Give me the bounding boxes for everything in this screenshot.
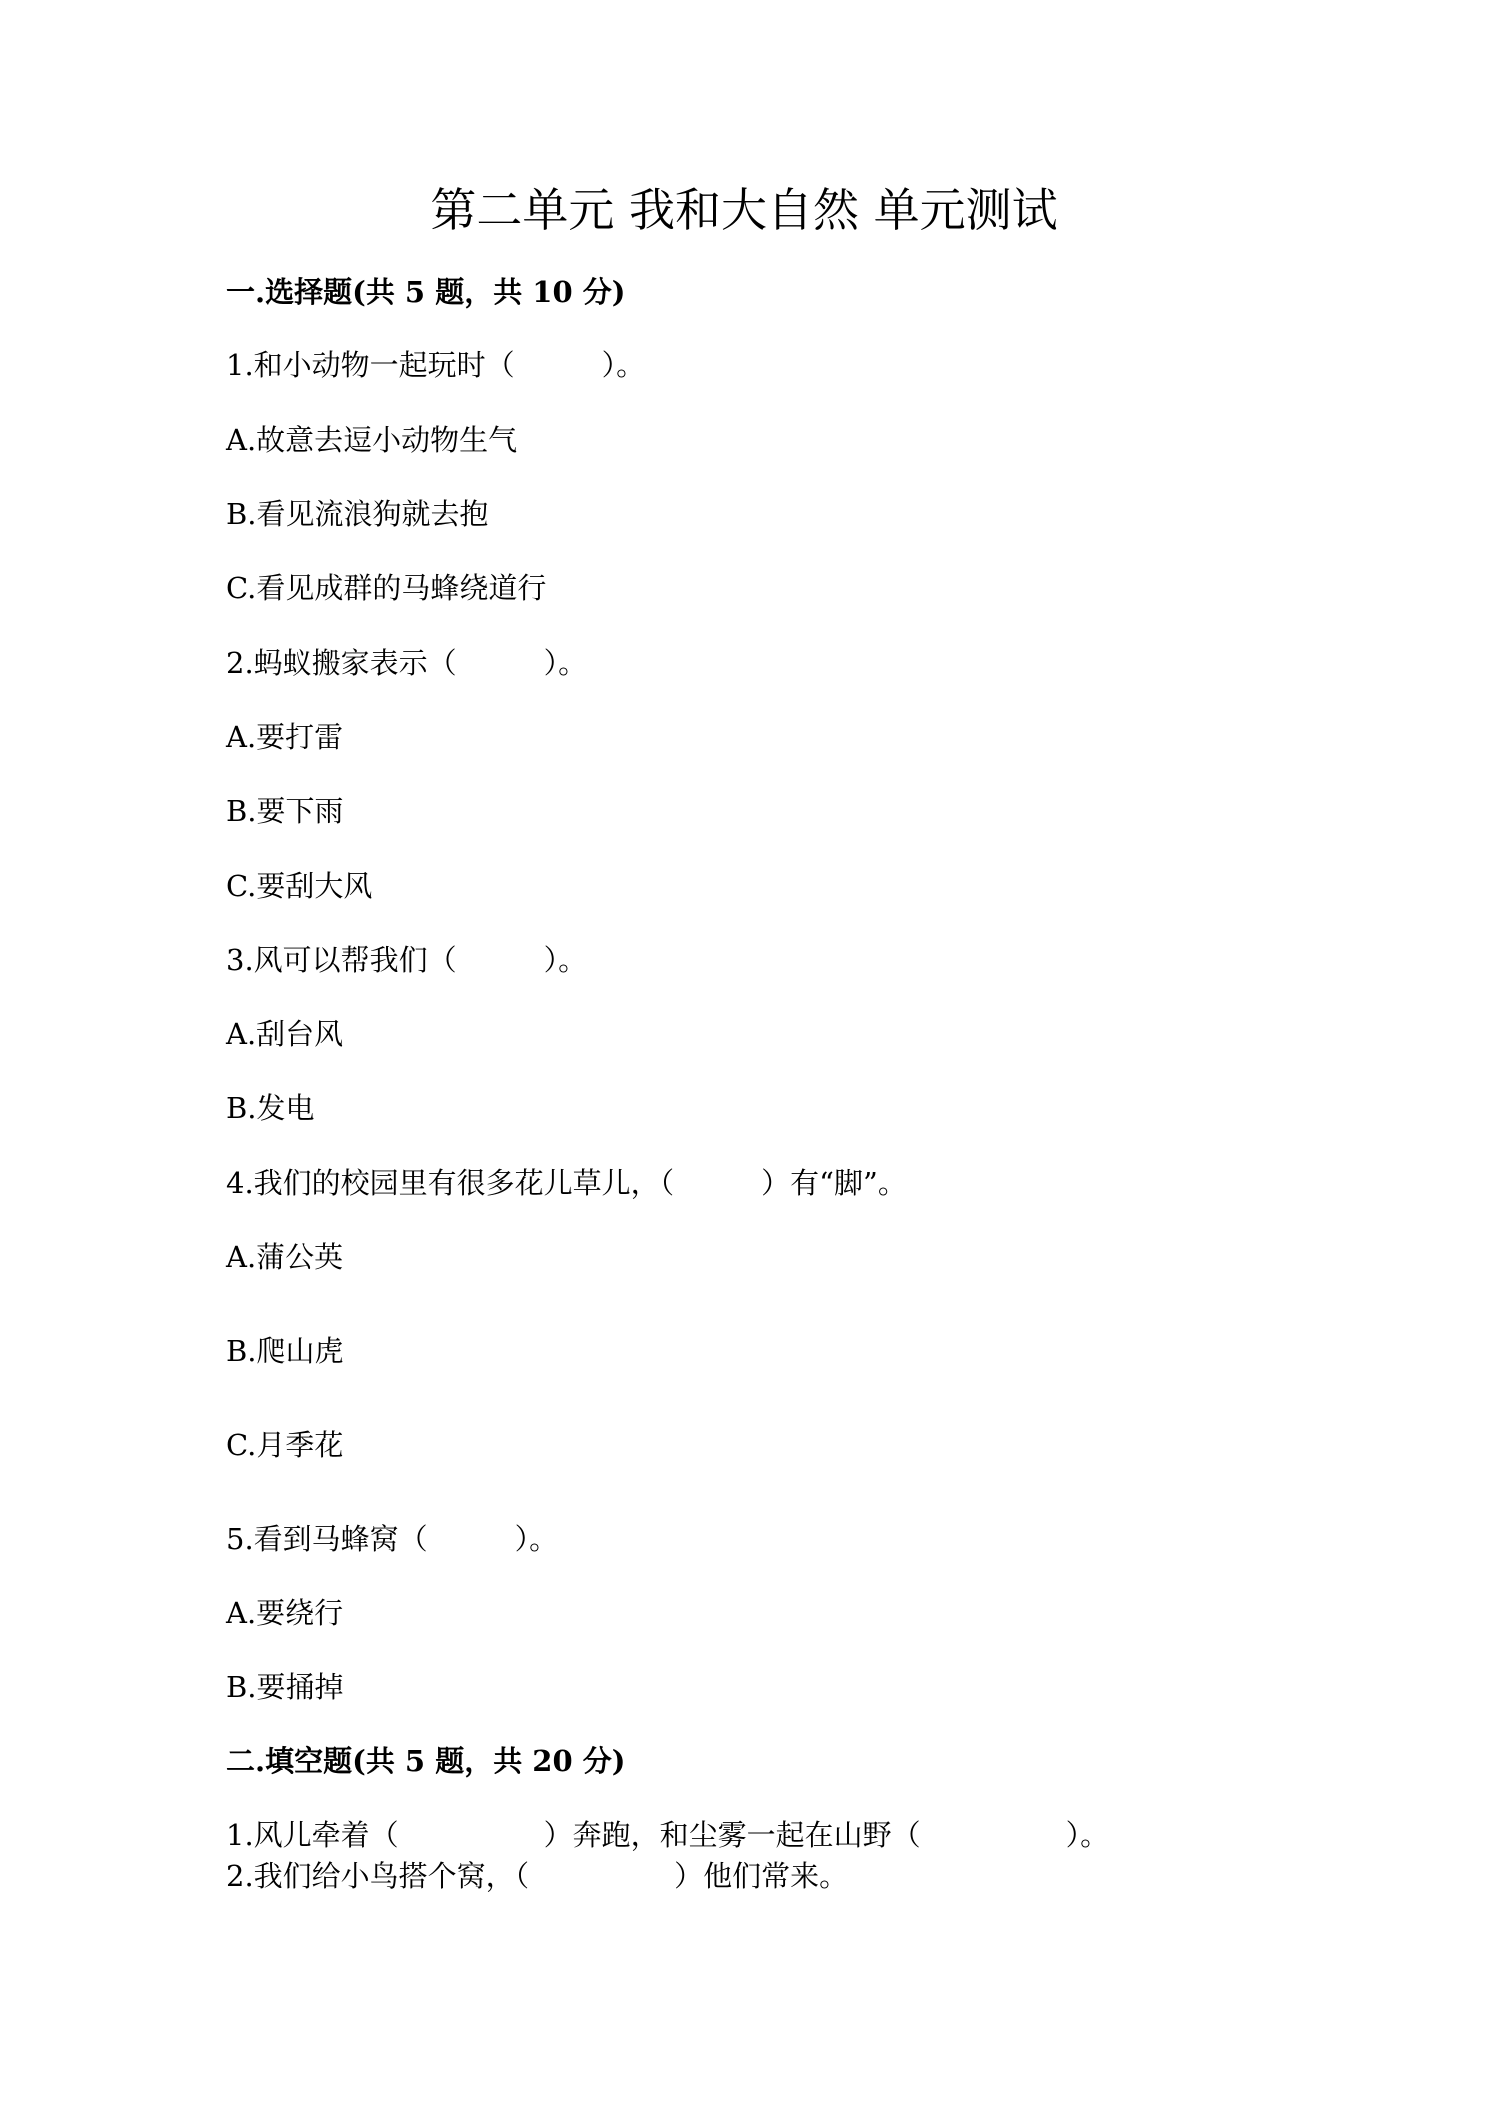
question-option: B.要下雨 bbox=[226, 794, 344, 828]
question-option: B.爬山虎 bbox=[226, 1334, 344, 1368]
question-option: A.要绕行 bbox=[226, 1596, 344, 1630]
section-heading-fill: 二.填空题(共 5 题，共 20 分) bbox=[226, 1744, 626, 1778]
question-option: B.发电 bbox=[226, 1091, 315, 1125]
page-title: 第二单元 我和大自然 单元测试 bbox=[430, 183, 1058, 237]
question-option: B.要捅掉 bbox=[226, 1670, 344, 1704]
question-stem: 1.和小动物一起玩时（ ）。 bbox=[226, 348, 646, 382]
fill-item: 2.我们给小鸟搭个窝，（ ）他们常来。 bbox=[226, 1859, 849, 1893]
question-option: C.要刮大风 bbox=[226, 869, 373, 903]
question-option: A.刮台风 bbox=[226, 1017, 344, 1051]
question-stem: 5.看到马蜂窝（ ）。 bbox=[226, 1522, 559, 1556]
question-stem: 2.蚂蚁搬家表示（ ）。 bbox=[226, 646, 588, 680]
question-option: A.故意去逗小动物生气 bbox=[226, 423, 518, 457]
question-stem: 3.风可以帮我们（ ）。 bbox=[226, 943, 588, 977]
question-option: A.要打雷 bbox=[226, 720, 344, 754]
question-option: B.看见流浪狗就去抱 bbox=[226, 497, 489, 531]
question-option: C.月季花 bbox=[226, 1428, 344, 1462]
fill-item: 1.风儿牵着（ ）奔跑，和尘雾一起在山野（ ）。 bbox=[226, 1818, 1110, 1852]
question-option: A.蒲公英 bbox=[226, 1240, 344, 1274]
section-heading-choice: 一.选择题(共 5 题，共 10 分) bbox=[226, 275, 626, 309]
question-stem: 4.我们的校园里有很多花儿草儿，（ ）有“脚”。 bbox=[226, 1166, 907, 1200]
question-option: C.看见成群的马蜂绕道行 bbox=[226, 571, 547, 605]
